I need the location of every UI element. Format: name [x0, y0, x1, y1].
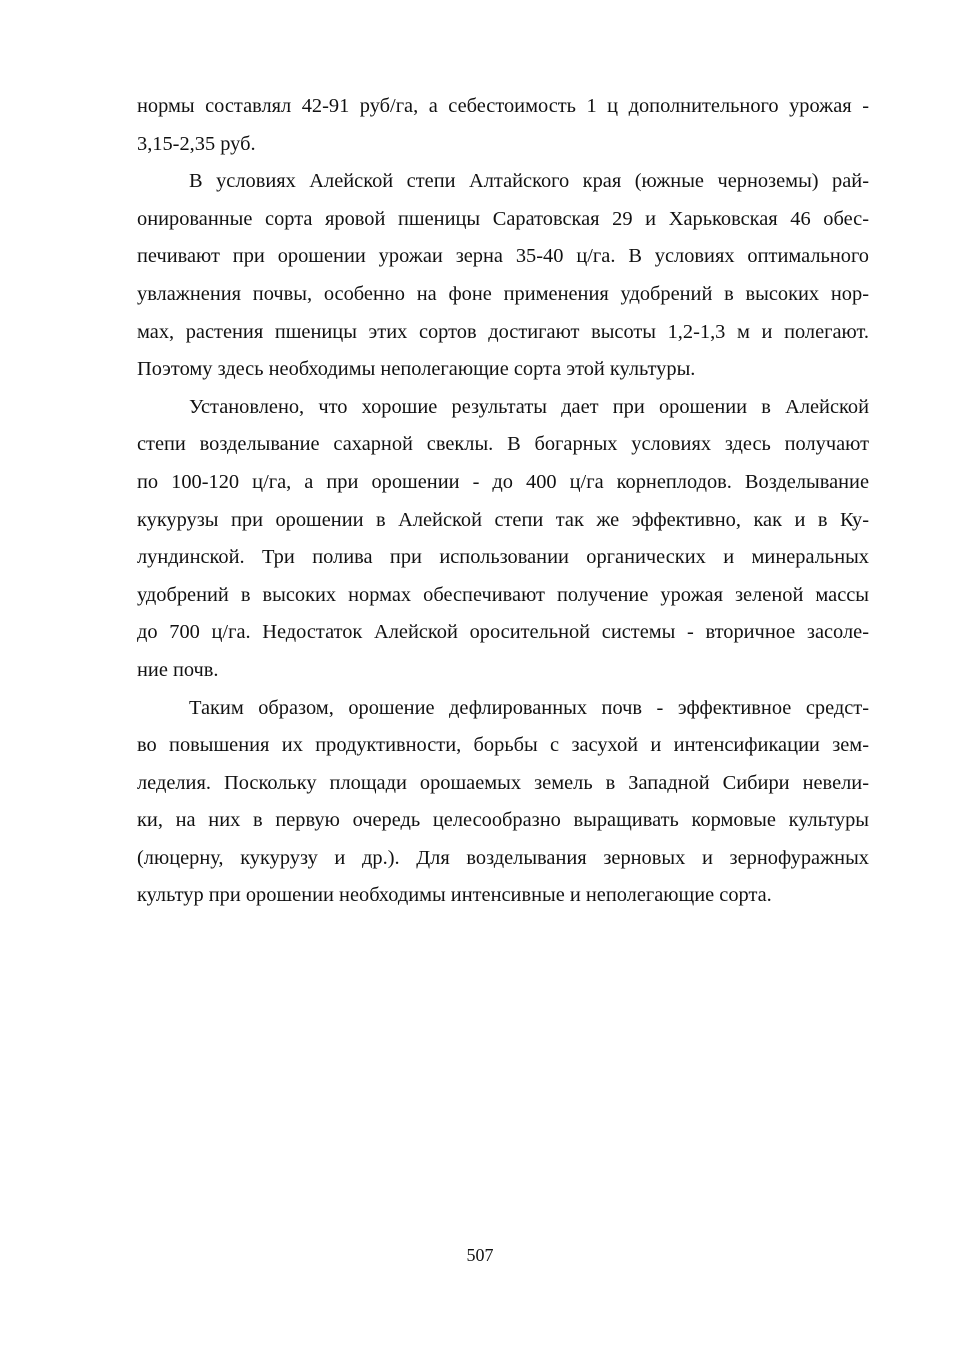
text-line: кукурузы при орошении в Алейской степи так же эффективно, как и в Ку-	[137, 508, 869, 531]
text-line: ние почв.	[137, 658, 219, 681]
paragraph	[137, 88, 869, 163]
text-line: (люцерну, кукурузу и др.). Для возделывания зерновых и зернофуражных	[137, 846, 869, 869]
text-line: до 700 ц/га. Недостаток Алейской оросительной системы - вторичное засоле-	[137, 621, 869, 644]
text-line: Поэтому здесь необходимы неполегающие сорта этой культуры.	[137, 358, 696, 381]
text-line: леделия. Поскольку площади орошаемых земель в Западной Сибири невели-	[137, 771, 869, 794]
body-text	[137, 88, 869, 915]
page-number: 507	[466, 1245, 494, 1265]
text-line: нормы составлял 42-91 руб/га, а себестоимость 1 ц дополнительного урожая -	[137, 95, 869, 117]
text-line: онированные сорта яровой пшеницы Саратовская 29 и Харьковская 46 обес-	[137, 207, 869, 230]
paragraph	[137, 389, 869, 690]
text-line: ки, на них в первую очередь целесообразно выращивать кормовые культуры	[137, 809, 869, 832]
text-line: мах, растения пшеницы этих сортов достигают высоты 1,2-1,3 м и полегают.	[137, 320, 869, 343]
text-line: Установлено, что хорошие результаты дает при орошении в Алейской	[189, 395, 869, 418]
text-line: Таким образом, орошение дефлированных почв - эффективное средст-	[189, 696, 869, 719]
paragraph	[137, 163, 869, 389]
text-line: лундинской. Три полива при использовании органических и минеральных	[137, 546, 869, 569]
text-line: В условиях Алейской степи Алтайского края (южные черноземы) рай-	[189, 170, 869, 193]
text-line: степи возделывание сахарной свеклы. В богарных условиях здесь получают	[137, 433, 869, 456]
text-line: 3,15-2,35 руб.	[137, 132, 256, 155]
paragraph	[137, 690, 869, 916]
text-line: увлажнения почвы, особенно на фоне применения удобрений в высоких нор-	[137, 282, 869, 305]
text-line: удобрений в высоких нормах обеспечивают получение урожая зеленой массы	[137, 583, 869, 606]
text-line: печивают при орошении урожаи зерна 35-40 ц/га. В условиях оптимального	[137, 245, 869, 268]
text-line: культур при орошении необходимы интенсивные и неполегающие сорта.	[137, 884, 772, 907]
text-line: во повышения их продуктивности, борьбы с засухой и интенсификации зем-	[137, 734, 869, 757]
text-line: по 100-120 ц/га, а при орошении - до 400 ц/га корнеплодов. Возделывание	[137, 470, 869, 493]
